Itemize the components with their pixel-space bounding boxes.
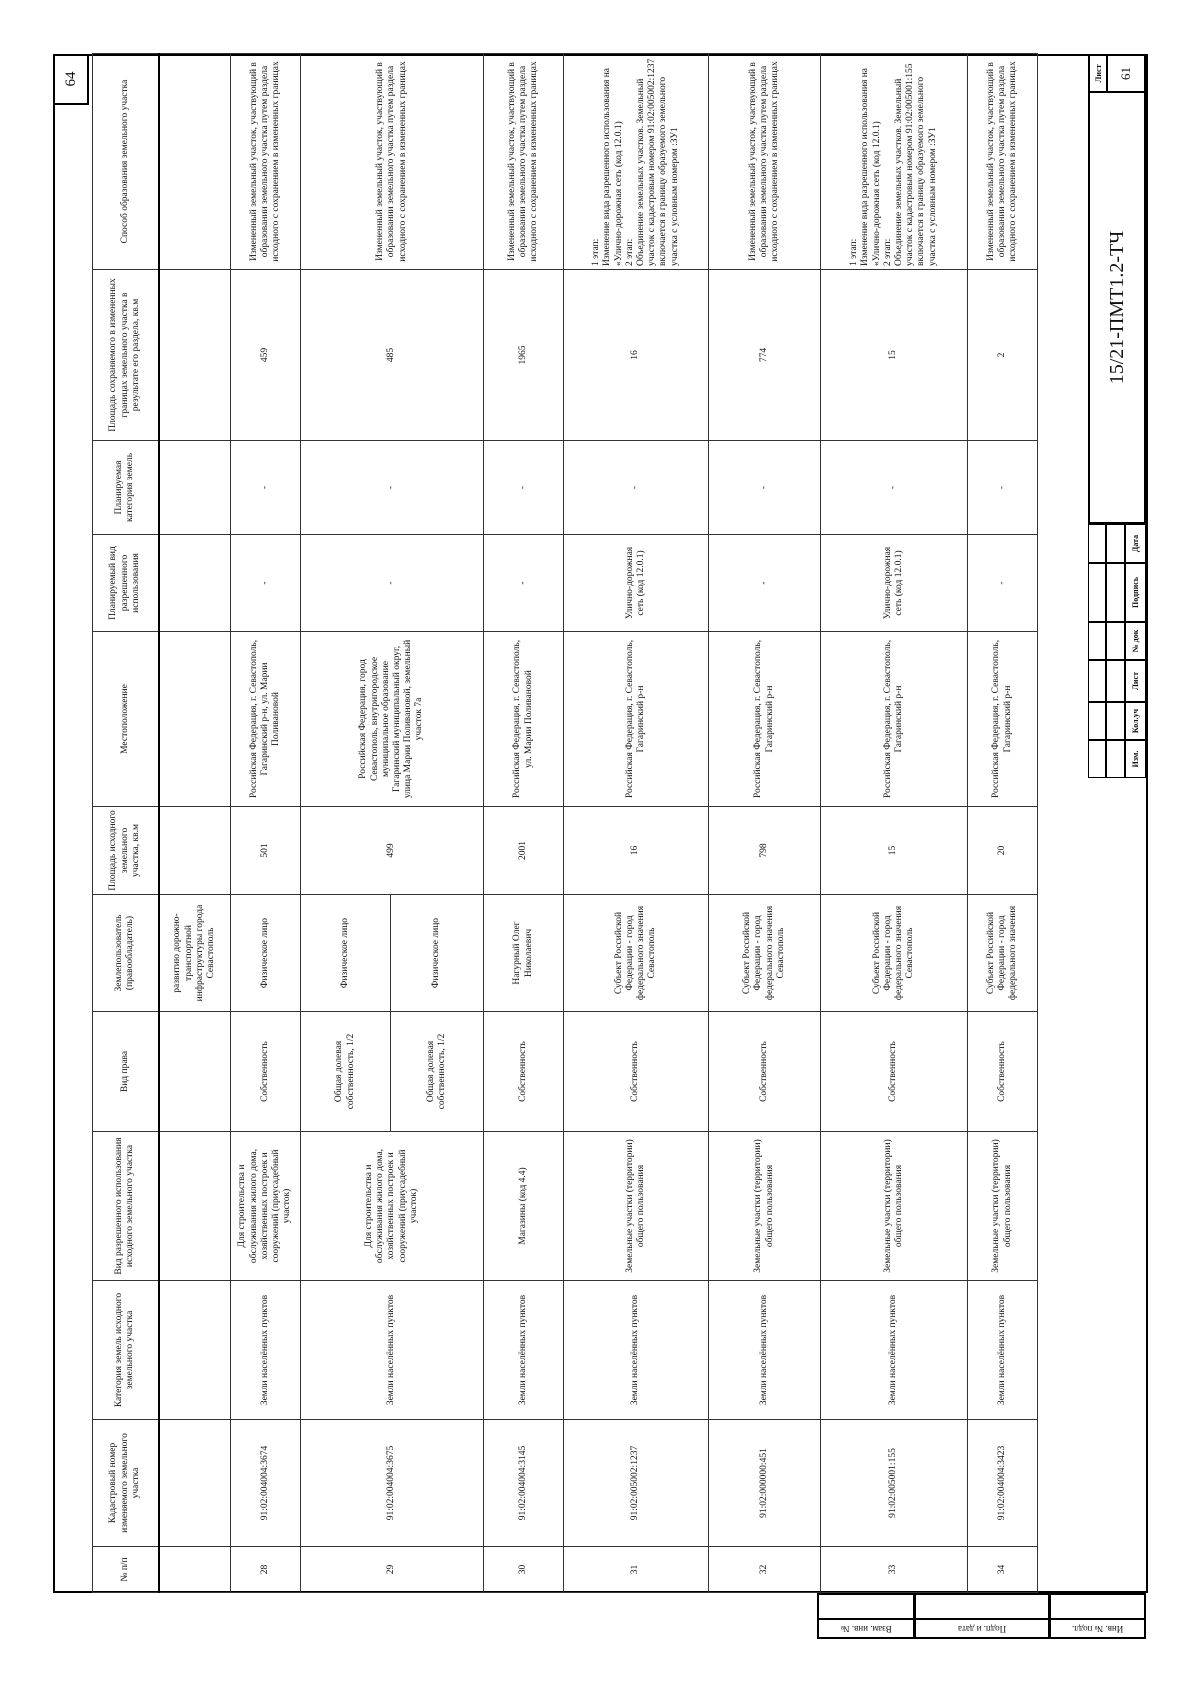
table-cell: 91:02:004004:3674 <box>231 1420 301 1547</box>
table-cell: Земли населённых пунктов <box>968 1281 1038 1420</box>
stamp-empty-cell <box>1088 702 1106 740</box>
table-cell: - <box>484 441 564 535</box>
table-cell: Земли населённых пунктов <box>484 1281 564 1420</box>
margin-stamp-cell <box>817 1618 915 1639</box>
table-cell <box>159 807 231 895</box>
table-cell: 91:02:005002:1237 <box>564 1420 709 1547</box>
table-cell: Российская Федерация, г. Севастополь, Гагаринский р-н <box>821 632 968 807</box>
table-cell: Измененный земельный участок, участвующий в образовании земельного участка путем раздела исходного с сохранением в измененных границах <box>231 54 301 270</box>
stamp-label: Изм. <box>1125 740 1146 778</box>
stamp-empty-cell <box>1106 660 1125 702</box>
margin-stamp-field <box>914 1593 1050 1620</box>
table-cell: 34 <box>968 1547 1038 1593</box>
margin-stamp-field <box>817 1593 915 1620</box>
table-cell: Российская Федерация, г. Севастополь, ул. Марии Поливановой <box>484 632 564 807</box>
table-cell: 2001 <box>484 807 564 895</box>
stamp-empty-cell <box>1106 524 1125 563</box>
table-cell: - <box>301 441 484 535</box>
table-cell: - <box>709 535 821 632</box>
table-cell: 30 <box>484 1547 564 1593</box>
table-row <box>821 54 968 1593</box>
table-cell: Для строительства и обслуживания жилого дома, хозяйственных построек и сооружений (приусадебный участок) <box>301 1132 484 1281</box>
stamp-label: Лист <box>1125 660 1146 702</box>
column-header: Планируемая категория земель <box>93 441 159 535</box>
table-cell: 29 <box>301 1547 484 1593</box>
table-cell: 459 <box>231 270 301 441</box>
table-cell <box>159 1547 231 1593</box>
table-cell: - <box>231 535 301 632</box>
table-cell: Собственность <box>484 1012 564 1132</box>
column-header: Площадь исходного земельного участка, кв.м <box>93 807 159 895</box>
table-cell: Общая долевая собственность, 1/2 <box>391 1012 484 1132</box>
margin-stamp-cell <box>914 1618 1050 1639</box>
stamp-empty-cell <box>1088 660 1106 702</box>
continuation-row <box>159 54 231 1593</box>
stamp-label: Дата <box>1125 524 1146 563</box>
sheet-number: 61 <box>1106 54 1146 93</box>
table-cell <box>159 270 231 441</box>
stamp-empty-cell <box>1106 563 1125 622</box>
table-row <box>231 54 301 1593</box>
table-cell: Субъект Российской Федерации - город федерального значения Севастополь <box>564 895 709 1012</box>
table-cell: Собственность <box>709 1012 821 1132</box>
stamp-label: № док <box>1125 622 1146 660</box>
document-designation: 15/21-ПМТ1.2-ТЧ <box>1088 91 1146 524</box>
table-cell: 501 <box>231 807 301 895</box>
column-header: Вид права <box>93 1012 159 1132</box>
column-header: Землепользователь (правообладатель) <box>93 895 159 1012</box>
table-row <box>968 54 1038 1593</box>
table-cell: Физическое лицо <box>301 895 391 1012</box>
table-cell: Российская Федерация, г. Севастополь, Гагаринский р-н <box>709 632 821 807</box>
table-cell: 15 <box>821 807 968 895</box>
table-cell: 1 этап: Изменение вида разрешенного использования на «Улично-дорожная сеть (код 12.0.1) 2 этап: Объединение земельных участков. Земельный участок с кадастровым номером 91:02:005002:1237 включается в границу образуемого земельного участка с условным номером :ЗУ1 <box>564 54 709 270</box>
margin-stamp-field <box>1049 1593 1146 1620</box>
page-number: 64 <box>55 55 89 105</box>
column-header: № п/п <box>93 1547 159 1593</box>
table-cell: Измененный земельный участок, участвующий в образовании земельного участка путем раздела исходного с сохранением в измененных границах <box>301 54 484 270</box>
table-cell: 485 <box>301 270 484 441</box>
table-cell: 32 <box>709 1547 821 1593</box>
table-cell: Физическое лицо <box>391 895 484 1012</box>
table-cell: - <box>231 441 301 535</box>
table-cell: Для строительства и обслуживания жилого дома, хозяйственных построек и сооружений (приусадебный участок) <box>231 1132 301 1281</box>
table-cell <box>159 1012 231 1132</box>
table-cell <box>159 441 231 535</box>
table-cell: Улично-дорожная сеть (код 12.0.1) <box>564 535 709 632</box>
stamp-empty-cell <box>1088 563 1106 622</box>
column-header: Площадь сохраняемого в измененных границах земельного участка в результате его раздела, кв.м <box>93 270 159 441</box>
table-cell: 16 <box>564 270 709 441</box>
table-cell: 2 <box>968 270 1038 441</box>
table-cell: Собственность <box>821 1012 968 1132</box>
table-row <box>301 54 391 1593</box>
column-header: Способ образования земельного участка <box>93 54 159 270</box>
table-cell: Собственность <box>231 1012 301 1132</box>
table-cell: Собственность <box>564 1012 709 1132</box>
table-cell: Российская Федерация, г. Севастополь, Гагаринский р-н <box>968 632 1038 807</box>
table-cell: - <box>564 441 709 535</box>
table-cell: Земельные участки (территории) общего пользования <box>968 1132 1038 1281</box>
table-cell: 774 <box>709 270 821 441</box>
table-cell: Земельные участки (территории) общего пользования <box>709 1132 821 1281</box>
table-cell: Российская Федерация, г. Севастополь, Гагаринский р-н, ул. Марии Поливановой <box>231 632 301 807</box>
table-cell: 1965 <box>484 270 564 441</box>
table-cell: Нагурный Олег Николаевич <box>484 895 564 1012</box>
table-header-row <box>93 54 159 1593</box>
table-cell: 91:02:005001:155 <box>821 1420 968 1547</box>
table-cell: - <box>301 535 484 632</box>
table-cell: Земли населённых пунктов <box>564 1281 709 1420</box>
column-header: Планируемый вид разрешенного использования <box>93 535 159 632</box>
table-row <box>709 54 821 1593</box>
table-cell: - <box>484 535 564 632</box>
stamp-empty-cell <box>1088 524 1106 563</box>
table-cell: - <box>968 441 1038 535</box>
table-cell: 16 <box>564 807 709 895</box>
table-cell: Земли населённых пунктов <box>821 1281 968 1420</box>
margin-stamp-label: Взам. инв. № <box>840 1623 892 1634</box>
table-cell <box>159 1420 231 1547</box>
table-cell: Субъект Российской Федерации - город федерального значения Севастополь <box>821 895 968 1012</box>
table-cell: 91:02:004004:3675 <box>301 1420 484 1547</box>
table-row <box>564 54 709 1593</box>
table-cell: 91:02:004004:3423 <box>968 1420 1038 1547</box>
table-cell: - <box>968 535 1038 632</box>
stamp-empty-cell <box>1088 740 1106 778</box>
table-cell: Земельные участки (территории) общего пользования <box>821 1132 968 1281</box>
stamp-empty-cell <box>1106 702 1125 740</box>
table-cell <box>159 632 231 807</box>
table-cell: 91:02:004004:3145 <box>484 1420 564 1547</box>
table-cell: Земельные участки (территории) общего пользования <box>564 1132 709 1281</box>
table-cell: Общая долевая собственность, 1/2 <box>301 1012 391 1132</box>
column-header: Вид разрешенного использования исходного земельного участка <box>93 1132 159 1281</box>
column-header: Кадастровый номер изменяемого земельного участка <box>93 1420 159 1547</box>
table-cell: Земли населённых пунктов <box>709 1281 821 1420</box>
margin-stamp-label: Подп. и дата <box>957 1623 1007 1634</box>
table-cell: Российская Федерация, город Севастополь, внутригородское муниципальное образование Гагаринский муниципальный округ, улица Марии Поливановой, земельный участок 7а <box>301 632 484 807</box>
stamp-label: Подпись <box>1125 563 1146 622</box>
sheet-label: Лист <box>1088 54 1108 93</box>
table-cell <box>159 1281 231 1420</box>
table-cell: Собственность <box>968 1012 1038 1132</box>
table-cell: - <box>821 441 968 535</box>
table-cell: - <box>709 441 821 535</box>
table-cell: Физическое лицо <box>231 895 301 1012</box>
table-cell: 15 <box>821 270 968 441</box>
table-cell: 28 <box>231 1547 301 1593</box>
table-cell <box>159 54 231 270</box>
table-cell: 31 <box>564 1547 709 1593</box>
table-cell: Земли населённых пунктов <box>301 1281 484 1420</box>
margin-stamp-label: Инв. № подл. <box>1071 1623 1124 1634</box>
stamp-empty-cell <box>1088 622 1106 660</box>
table-cell: Измененный земельный участок, участвующий в образовании земельного участка путем раздела исходного с сохранением в измененных границах <box>484 54 564 270</box>
table-cell: Измененный земельный участок, участвующий в образовании земельного участка путем раздела исходного с сохранением в измененных границах <box>968 54 1038 270</box>
table-cell: 91:02:000000:451 <box>709 1420 821 1547</box>
stamp-empty-cell <box>1106 622 1125 660</box>
table-cell: 798 <box>709 807 821 895</box>
table-cell: развитию дорожно-транспортной инфраструктуры города Севастополь <box>159 895 231 1012</box>
table-cell: Измененный земельный участок, участвующий в образовании земельного участка путем раздела исходного с сохранением в измененных границах <box>709 54 821 270</box>
stamp-empty-cell <box>1106 740 1125 778</box>
table-cell <box>159 1132 231 1281</box>
land-plots-table <box>92 53 1038 1593</box>
stamp-label: Кол.уч <box>1125 702 1146 740</box>
table-cell: Российская Федерация, г. Севастополь, Гагаринский р-н <box>564 632 709 807</box>
table-cell: 33 <box>821 1547 968 1593</box>
table-cell: 20 <box>968 807 1038 895</box>
table-cell: Субъект Российской Федерации - город федерального значения <box>968 895 1038 1012</box>
column-header: Категория земель исходного земельного участка <box>93 1281 159 1420</box>
table-cell: Магазины (код 4.4) <box>484 1132 564 1281</box>
table-cell: 1 этап: Изменение вида разрешенного использования на «Улично-дорожная сеть (код 12.0.1) 2 этап: Объединение земельных участков. Земельный участок с кадастровым номером 91:02:005001:155 включается в границу образуемого земельного участка с условным номером :ЗУ1 <box>821 54 968 270</box>
table-row <box>484 54 564 1593</box>
table-cell: Улично-дорожная сеть (код 12.0.1) <box>821 535 968 632</box>
table-cell <box>159 535 231 632</box>
table-cell: Земли населённых пунктов <box>231 1281 301 1420</box>
column-header: Местоположение <box>93 632 159 807</box>
margin-stamp-cell <box>1049 1618 1146 1639</box>
table-cell: 499 <box>301 807 484 895</box>
table-cell: Субъект Российской Федерации - город федерального значения Севастополь <box>709 895 821 1012</box>
